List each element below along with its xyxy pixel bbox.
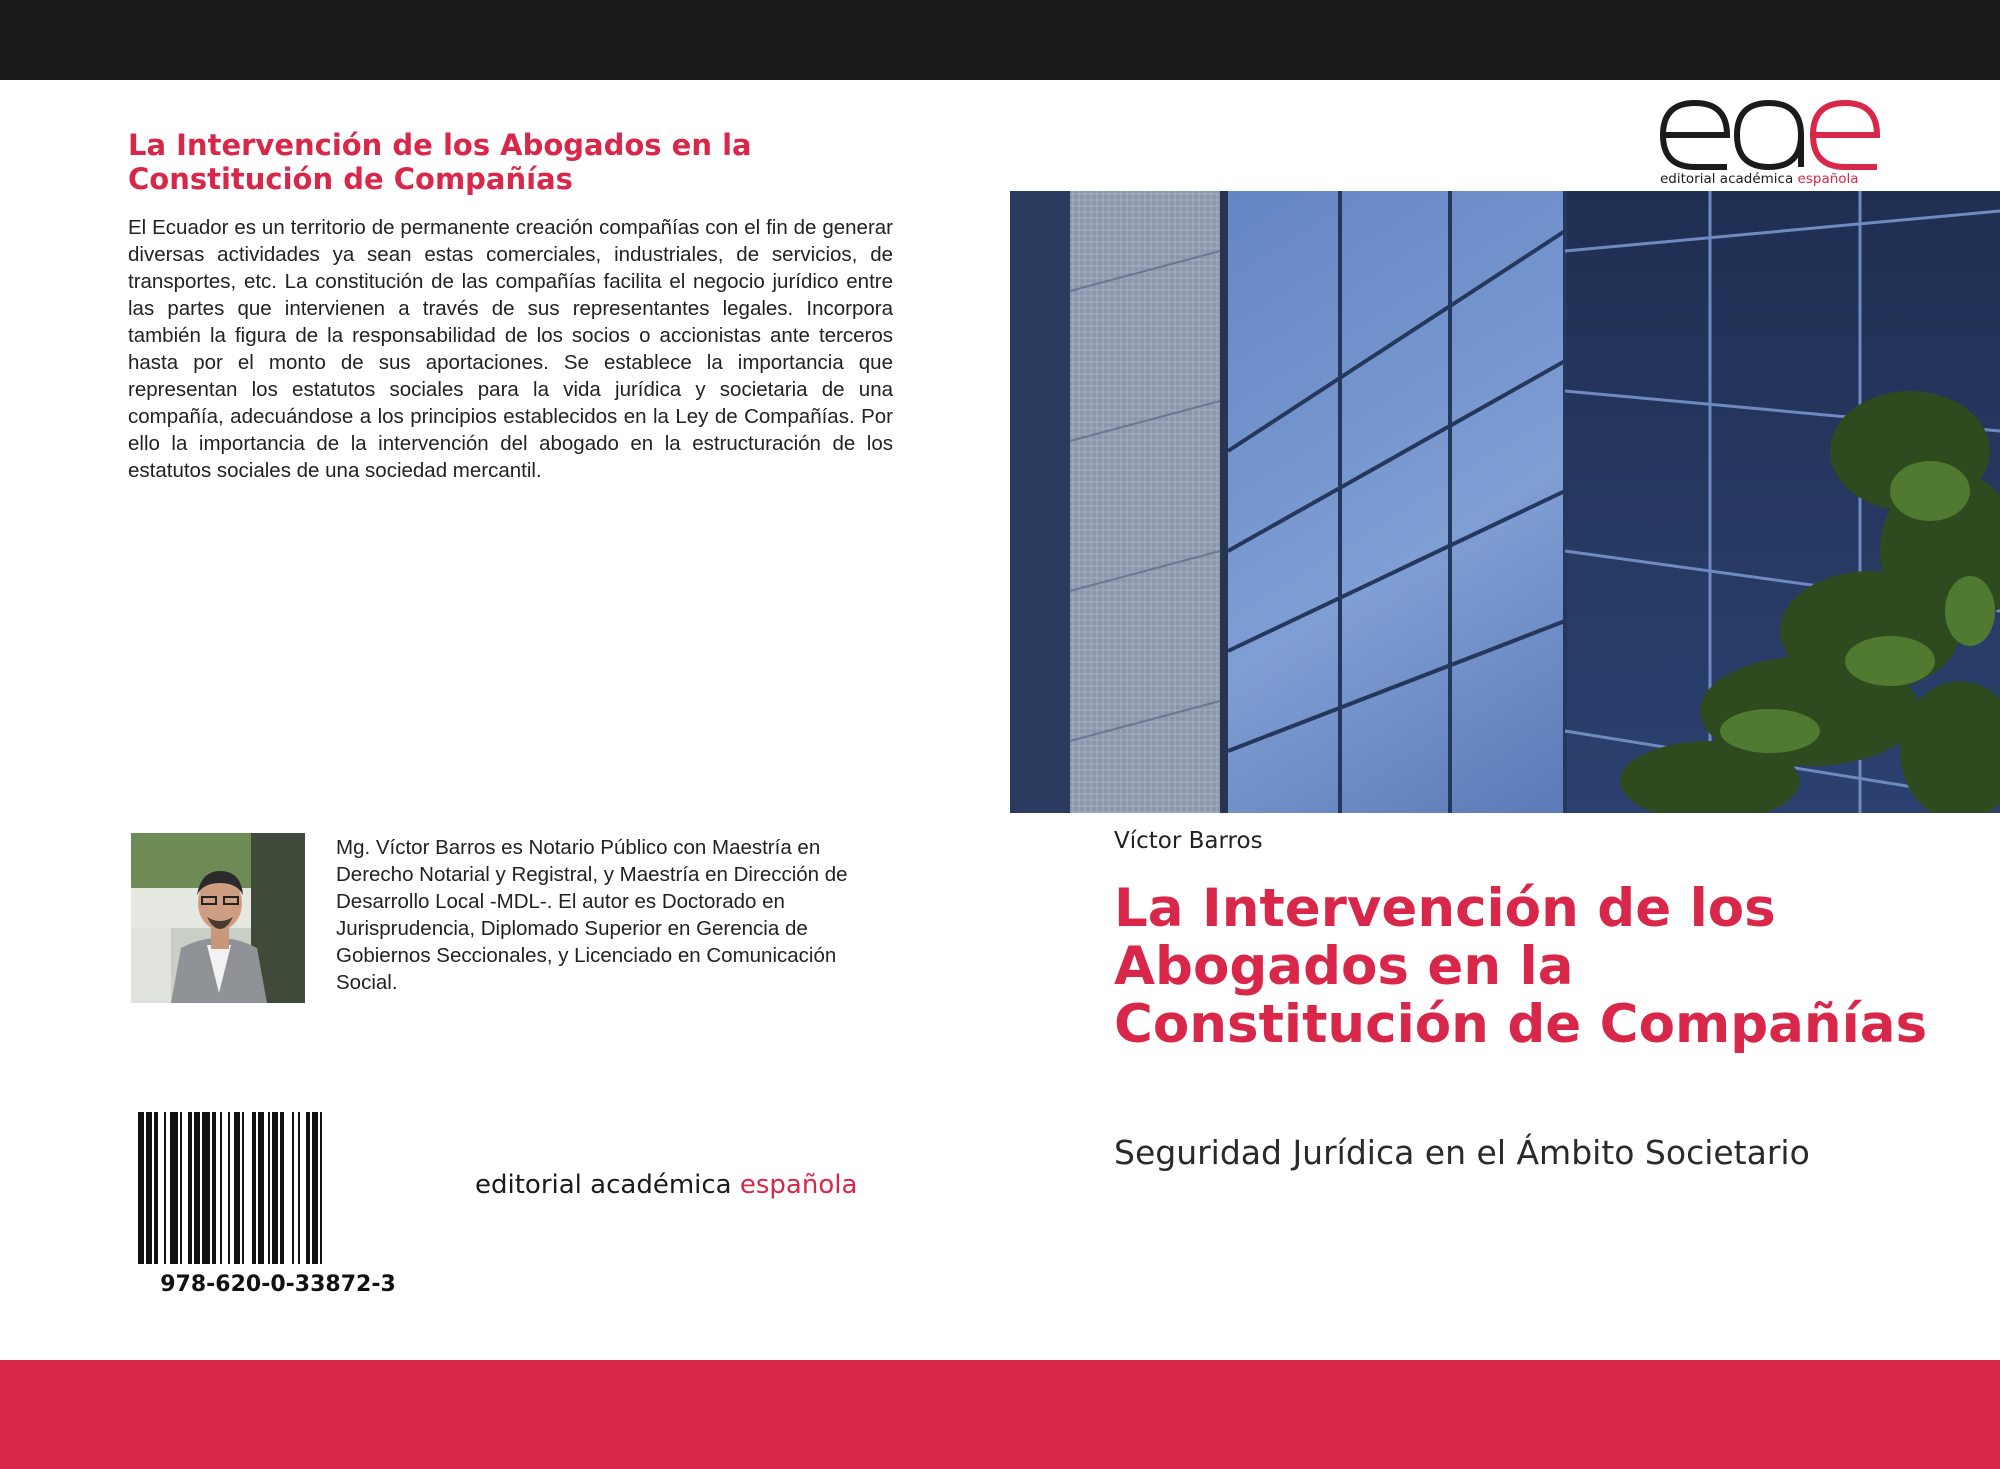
- barcode-bar: [312, 1112, 318, 1264]
- glass-building-photo: [1010, 191, 2000, 813]
- barcode-bar: [258, 1112, 264, 1264]
- barcode-bar: [228, 1112, 230, 1264]
- back-cover-title: La Intervención de los Abogados en la Constitución de Compañías: [128, 128, 752, 196]
- imprint-accent: española: [739, 1170, 858, 1200]
- isbn-barcode: [138, 1112, 420, 1264]
- front-author-name: Víctor Barros: [1114, 828, 1263, 854]
- front-cover-subtitle: Seguridad Jurídica en el Ámbito Societario: [1114, 1133, 1810, 1172]
- barcode-bar: [146, 1112, 152, 1264]
- imprint-main: editorial académica: [475, 1170, 732, 1200]
- logo-caption: [1660, 171, 1882, 187]
- barcode-bar: [306, 1112, 310, 1264]
- barcode-bar: [202, 1112, 210, 1264]
- barcode-bar: [252, 1112, 256, 1264]
- barcode-bar: [154, 1112, 158, 1264]
- barcode-bar: [234, 1112, 240, 1264]
- barcode-bar: [242, 1112, 244, 1264]
- back-cover-blurb: El Ecuador es un territorio de permanente creación compañías con el fin de generar diversas actividades ya sean estas comerciales, industriales, de servicios, de transportes, etc. La constitución de las compañías facilita el negocio jurídico entre las partes que intervienen a través de sus representantes legales. Incorpora también la figura de la responsabilidad de los socios o accionistas ante terceros hasta por el monto de sus aportaciones. Se establece la importancia que representan los estatutos sociales para la vida jurídica y societaria de una compañía, adecuándose a los principios establecidos en la Ley de Compañías. Por ello la importancia de la intervención del abogado en la estructuración de los estatutos sociales de una sociedad mercantil.: [128, 216, 893, 482]
- bottom-accent-band: [0, 1360, 2000, 1469]
- logo-caption-main: editorial académica: [1660, 171, 1794, 187]
- author-bio: Mg. Víctor Barros es Notario Público con Maestría en Derecho Notarial y Registral, y Maestría en Dirección de Desarrollo Local -MDL-. El autor es Doctorado en Jurisprudencia, Diplomado Superior en Gerencia de Gobiernos Seccionales, y Licenciado en Comunicación Social.: [336, 836, 848, 994]
- barcode-bar: [180, 1112, 182, 1264]
- barcode-bar: [138, 1112, 144, 1264]
- barcode-bar: [298, 1112, 300, 1264]
- barcode-bar: [320, 1112, 322, 1264]
- barcode-bar: [268, 1112, 270, 1264]
- barcode-bar: [164, 1112, 166, 1264]
- barcode-bar: [194, 1112, 200, 1264]
- barcode-bar: [188, 1112, 192, 1264]
- barcode-bar: [292, 1112, 294, 1264]
- back-imprint: [475, 1170, 857, 1200]
- isbn-number: 978-620-0-33872-3: [160, 1272, 396, 1297]
- barcode-bar: [170, 1112, 178, 1264]
- barcode-bar: [280, 1112, 284, 1264]
- barcode-bar: [272, 1112, 278, 1264]
- barcode-bar: [220, 1112, 222, 1264]
- front-cover-title: La Intervención de los Abogados en la Constitución de Compañías: [1114, 878, 1928, 1055]
- barcode-bar: [212, 1112, 216, 1264]
- logo-caption-accent: española: [1797, 171, 1859, 187]
- author-portrait-image: [131, 833, 305, 1003]
- top-dark-band: [0, 0, 2000, 80]
